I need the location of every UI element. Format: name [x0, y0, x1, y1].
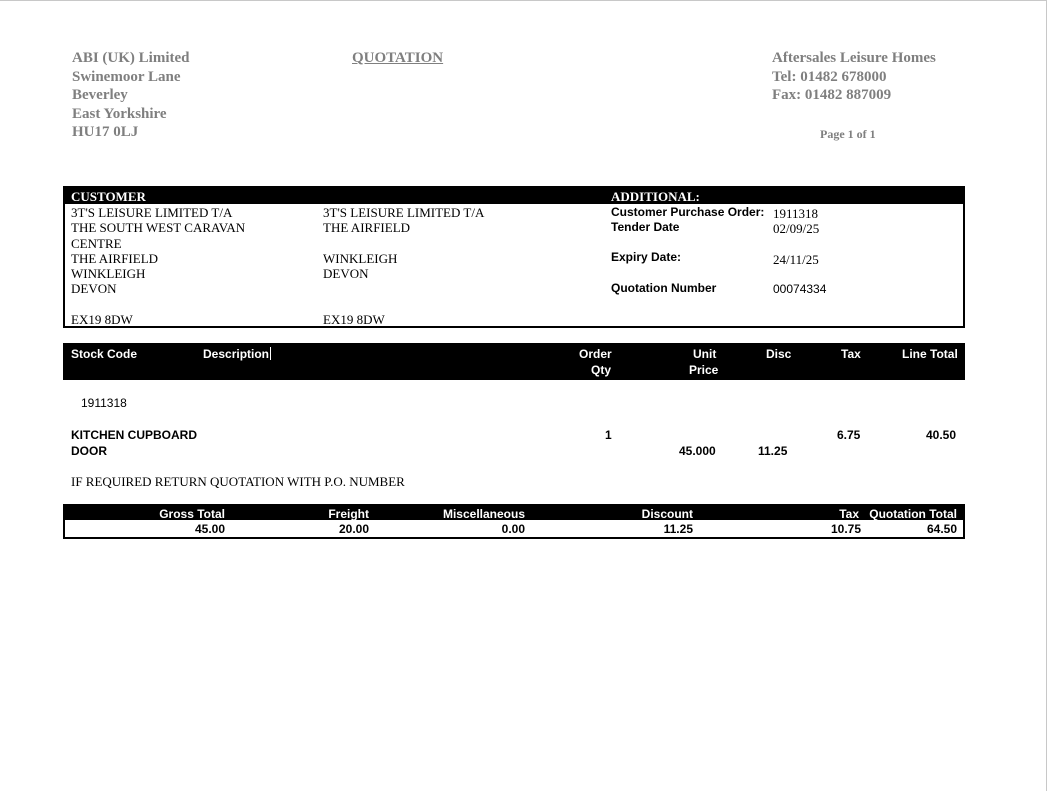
col-tax: Tax: [841, 347, 861, 361]
misc-value: 0.00: [501, 522, 525, 536]
item-disc: 11.25: [758, 444, 788, 458]
company-name: ABI (UK) Limited: [72, 50, 190, 66]
item-line-total: 40.50: [926, 428, 957, 442]
delivery-address-line: THE AIRFIELD: [323, 220, 411, 236]
invoice-address-line: THE AIRFIELD: [71, 250, 159, 266]
invoice-address-line: 3T'S LEISURE LIMITED T/A: [71, 205, 233, 220]
company-address-line: HU17 0LJ: [72, 124, 139, 140]
gross-total-label: Gross Total: [159, 507, 225, 521]
return-note: IF REQUIRED RETURN QUOTATION WITH P.O. NUMBER: [71, 474, 405, 489]
item-unit-price: 45.000: [679, 444, 716, 458]
delivery-address-line: DEVON: [323, 266, 369, 282]
page-indicator: Page 1 of 1: [820, 127, 876, 141]
item-description-line1: KITCHEN CUPBOARD: [71, 428, 197, 442]
customer-box: [63, 186, 965, 328]
misc-label: Miscellaneous: [442, 507, 525, 521]
delivery-address-line: WINKLEIGH: [323, 250, 398, 266]
discount-label: Discount: [641, 507, 693, 521]
delivery-address-line: [323, 281, 484, 296]
col-unit-price-line1: Unit: [693, 347, 717, 361]
col-disc: Disc: [766, 347, 792, 361]
quotation-number-value: 00074334: [773, 282, 827, 296]
tender-date-label: Tender Date: [611, 220, 680, 234]
invoice-address-line: THE SOUTH WEST CARAVAN: [71, 220, 246, 236]
item-qty: 1: [605, 428, 612, 442]
col-order-qty-line1: Order: [579, 347, 612, 361]
tax-value: 10.75: [830, 522, 861, 536]
quotation-total-value: 64.50: [926, 522, 957, 536]
company-address-line: East Yorkshire: [72, 105, 167, 122]
customer-po-label: Customer Purchase Order:: [611, 205, 765, 219]
company-address-block: [72, 49, 190, 142]
discount-value: 11.25: [663, 522, 693, 536]
dealer-name: Aftersales Leisure Homes: [772, 50, 936, 66]
additional-heading: ADDITIONAL:: [611, 189, 700, 204]
freight-value: 20.00: [338, 522, 369, 536]
dealer-tel: Tel: 01482 678000: [772, 68, 887, 85]
invoice-address-line: DEVON: [71, 281, 117, 297]
col-stock-code: Stock Code: [71, 347, 138, 361]
col-unit-price-line2: Price: [689, 363, 719, 377]
invoice-address-line: CENTRE: [71, 235, 122, 251]
totals-values-row: [65, 521, 963, 537]
col-description-label: Description: [203, 347, 270, 361]
totals-header-bar: [65, 506, 963, 520]
invoice-address-line: WINKLEIGH: [71, 266, 146, 282]
customer-heading: CUSTOMER: [71, 189, 146, 204]
customer-po-value: 1911318: [773, 206, 819, 221]
tax-label: Tax: [839, 507, 859, 521]
delivery-address-line: EX19 8DW: [323, 312, 385, 328]
reference-number: 1911318: [81, 396, 127, 410]
col-description[interactable]: [203, 346, 271, 362]
customer-header-bar: [65, 188, 963, 204]
company-address-line: Swinemoor Lane: [72, 68, 181, 85]
item-description-line2: DOOR: [71, 444, 107, 458]
dealer-fax: Fax: 01482 887009: [772, 87, 892, 103]
dealer-block: [772, 49, 936, 105]
invoice-address-line: EX19 8DW: [71, 312, 133, 328]
gross-total-value: 45.00: [194, 522, 225, 536]
quotation-number-label: Quotation Number: [611, 281, 717, 295]
expiry-date-value: 24/11/25: [773, 252, 819, 267]
expiry-date-label: Expiry Date:: [611, 250, 682, 264]
delivery-address-line: [323, 297, 484, 312]
freight-label: Freight: [328, 507, 369, 521]
text-cursor: [270, 347, 271, 360]
delivery-address-line: [323, 236, 484, 251]
invoice-address: [71, 205, 245, 327]
item-tax: 6.75: [837, 428, 861, 442]
company-address-line: Beverley: [72, 87, 128, 103]
col-order-qty-line2: Qty: [591, 363, 612, 377]
invoice-address-line: [71, 297, 245, 312]
document-title: QUOTATION: [352, 50, 444, 66]
quotation-total-label: Quotation Total: [869, 507, 957, 521]
tender-date-value: 02/09/25: [773, 221, 820, 236]
delivery-address-line: 3T'S LEISURE LIMITED T/A: [323, 205, 485, 220]
delivery-address: [323, 205, 484, 327]
col-line-total: Line Total: [902, 347, 958, 361]
totals-box: [63, 504, 965, 539]
items-header-bar: [63, 343, 965, 380]
